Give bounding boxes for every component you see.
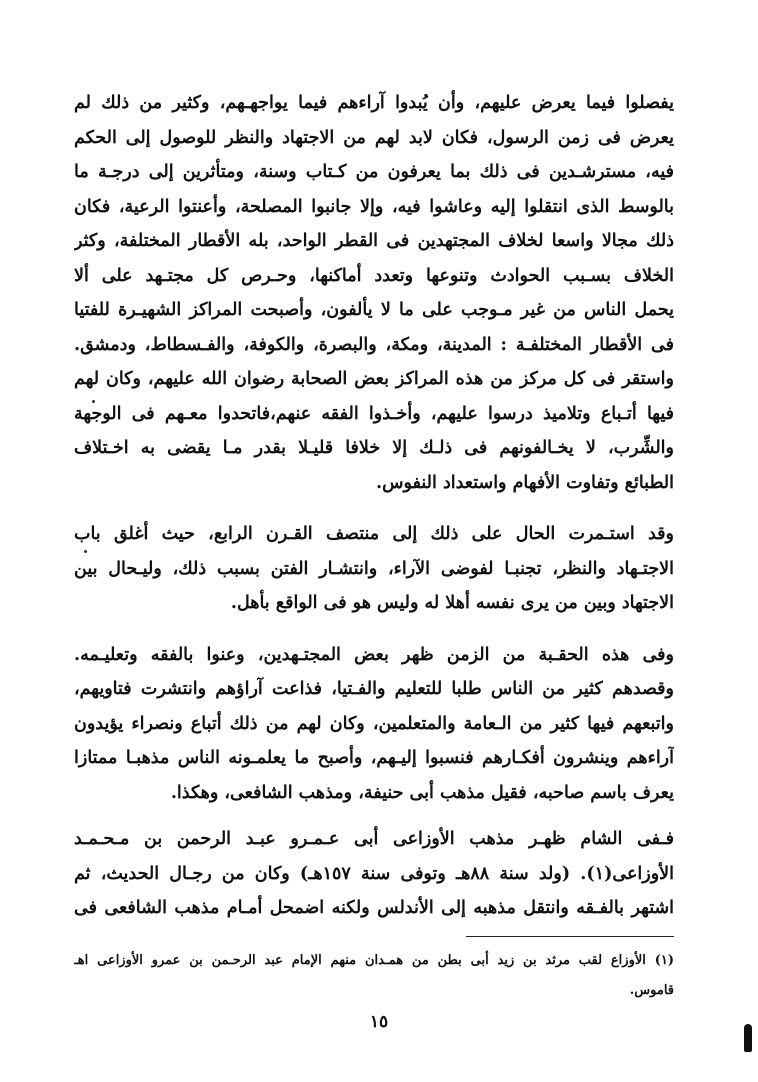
paragraph-4	[74, 822, 674, 926]
text-line: فـفى الشام ظهـر مذهب الأوزاعى أبى عـمـرو عبـد الرحمن بن مـحـمـد	[74, 829, 674, 849]
paragraph-gap	[74, 621, 674, 638]
paragraph-gap	[74, 810, 674, 822]
text-line: يفصلوا فيما يعرض عليهم، وأن يُبدوا آراءهم فيما يواجهـهم، وكثير من ذلك لم	[74, 93, 674, 113]
text-line: اشتهر بالفـقه وانتقل مذهبه إلى الأندلس ولكنه اضمحل أمـام مذهب الشافعى فى	[74, 898, 674, 918]
text-line: وفى هذه الحقـبة من الزمن ظهر بعض المجتـهدين، وعنوا بالفقه وتعليـمه.	[74, 644, 674, 665]
body-text	[74, 86, 674, 926]
text-line: فيها أتـباع وتلاميذ درسوا عليهم، وأخـذوا الفقه عنهم،فاتحدوا معـهم فى الوجهة	[74, 403, 674, 424]
scan-edge-mark	[744, 1024, 752, 1052]
text-line: الأوزاعى(١). (ولد سنة ٨٨هـ وتوفى سنة ١٥٧هـ) وكان من رجـال الحديث، ثم	[74, 863, 674, 884]
footnote-line: قاموس.	[629, 983, 674, 998]
paragraph-2	[74, 517, 674, 621]
text-line: يعرض فى زمن الرسول، فكان لابد لهم من الاجتهاد والنظر للوصول إلى الحكم	[74, 127, 674, 148]
footnote	[74, 946, 674, 1006]
page-number: ١٥	[369, 1012, 389, 1032]
text-line: والشِّرب، لا يخـالفونهم فى ذلـك إلا خلافا قليـلا بقدر مـا يقضى به اخـتلاف	[74, 438, 674, 458]
paragraph-1	[74, 86, 674, 500]
text-line: بالوسط الذى انتقلوا إليه وعاشوا فيه، وإلا جانبوا المصلحة، وأعنتوا الرعية، فكان	[74, 196, 674, 217]
text-line: يحمل الناس من غير مـوجب على ما لا يألفون، وأصبحت المراكز الشهيـرة للفتيا	[74, 300, 674, 320]
paragraph-gap	[74, 500, 674, 517]
paragraph-3	[74, 638, 674, 811]
text-line: الاجتهاد وبين من يرى نفسه أهلا له وليس هو فى الواقع بأهل.	[230, 593, 674, 613]
footnote-separator	[466, 936, 674, 937]
scan-speck	[92, 400, 95, 403]
scan-speck	[84, 550, 87, 553]
text-line: يعرف باسم صاحبه، فقيل مذهب أبى حنيفة، ومذهب الشافعى، وهكذا.	[170, 782, 674, 803]
text-line: ذلك مجالا واسعا لخلاف المجتهدين فى القطر الواحد، بله الأقطار المختلفة، وكثر	[74, 231, 674, 251]
footnote-line: (١) الأوزاع لقب مرثد بن زيد أبى بطن من همـدان منهم الإمام عبد الرحـمن بن عمرو الأوزاعى اهـ	[74, 953, 674, 968]
text-line: فى الأقطار المختلفـة : المدينة، ومكة، والبصرة، والكوفة، والفـسطاط، ودمشق.	[74, 334, 674, 355]
text-line: واتبعهم فيها كثير من الـعامة والمتعلمين، وكان لهم من ذلك أتباع ونصراء يؤيدون	[74, 713, 674, 734]
text-line: آراءهم وينشرون أفكـارهم فنسبوا إليـهم، وأصبح ما يعلمـونه الناس مذهبـا ممتازا	[74, 748, 674, 768]
text-line: الطبائع وتفاوت الأفهام واستعداد النفوس.	[376, 472, 674, 493]
text-line: فيه، مسترشـدين فى ذلك بما يعرفون من كـتاب وسنة، ومتأثرين إلى درجـة ما	[74, 162, 674, 182]
text-line: وقصدهم كثير من الناس طلبا للتعليم والفـتيا، فذاعت آراؤهم وانتشرت فتاويهم،	[74, 679, 674, 699]
text-line: الخلاف بسـبب الحوادث وتنوعها وتعدد أماكنها، وحـرص كل مجتـهد على ألا	[74, 265, 674, 286]
text-line: واستقر فى كل مركز من هذه المراكز بعض الصحابة رضوان الله عليهم، وكان لهم	[74, 369, 674, 389]
text-line: الاجتـهاد والنظر، تجنبـا لفوضى الآراء، وانتشـار الفتن بسبب ذلك، وليـحال بين	[74, 558, 674, 579]
text-line: وقد استـمرت الحال على ذلك إلى منتصف القـرن الرابع، حيث أغلق باب	[74, 524, 674, 544]
